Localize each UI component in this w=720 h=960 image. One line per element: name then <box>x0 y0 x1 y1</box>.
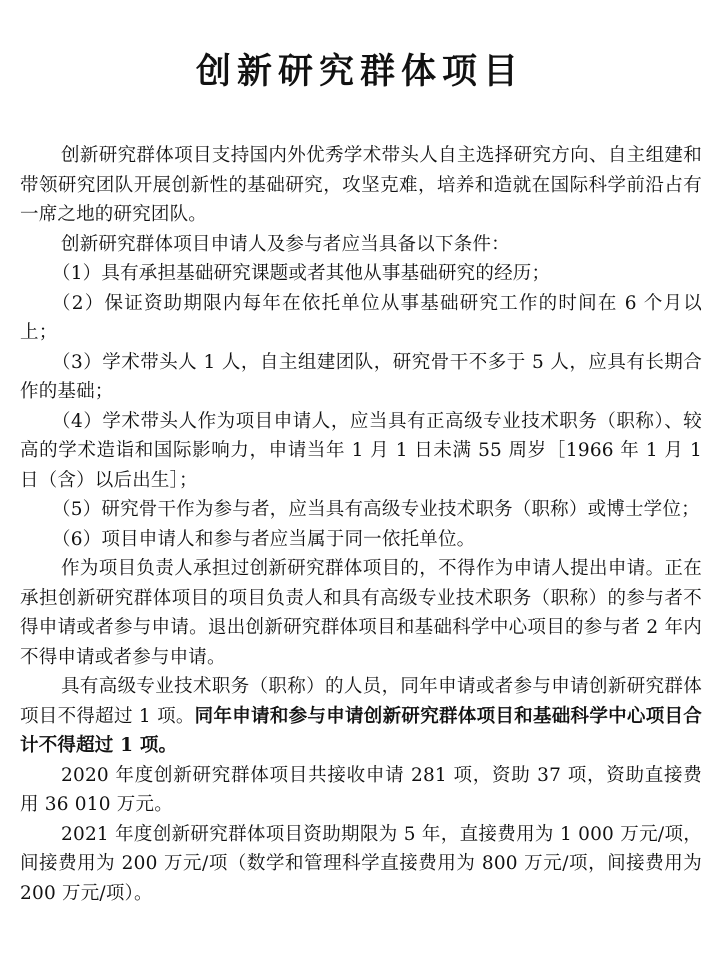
paragraph-limit-text: 具有高级专业技术职务（职称）的人员，同年申请或者参与申请创新研究群体项目不得超过 1 项。 <box>20 676 702 727</box>
condition-item-5: （5）研究骨干作为参与者，应当具有高级专业技术职务（职称）或博士学位； <box>52 499 700 520</box>
condition-item-1: （1）具有承担基础研究课题或者其他从事基础研究的经历； <box>52 263 551 284</box>
document-body <box>20 141 702 908</box>
condition-item-3: （3）学术带头人 1 人，自主组建团队，研究骨干不多于 5 人，应具有长期合作的基础； <box>20 351 702 402</box>
paragraph-conditions-lead: 创新研究群体项目申请人及参与者应当具备以下条件： <box>61 233 510 255</box>
condition-item-2: （2）保证资助期限内每年在依托单位从事基础研究工作的时间在 6 个月以上； <box>20 292 702 343</box>
paragraph-limit <box>20 672 702 761</box>
paragraph-2020-stats: 2020 年度创新研究群体项目共接收申请 281 项，资助 37 项，资助直接费用 36 010 万元。 <box>20 764 702 815</box>
condition-item-4: （4）学术带头人作为项目申请人，应当具有正高级专业技术职务（职称）、较高的学术造诣和国际影响力，申请当年 1 月 1 日未满 55 周岁［1966 年 1 月 1 日（含）以后出生］； <box>20 410 702 491</box>
condition-item-6: （6）项目申请人和参与者应当属于同一依托单位。 <box>52 528 476 550</box>
paragraph-restrictions: 作为项目负责人承担过创新研究群体项目的，不得作为申请人提出申请。正在承担创新研究群体项目的项目负责人和具有高级专业技术职务（职称）的参与者不得申请或者参与申请。退出创新研究群体项目和基础科学中心项目的参与者 2 年内不得申请或者参与申请。 <box>20 558 702 668</box>
page-title: 创新研究群体项目 <box>195 51 524 92</box>
paragraph-intro: 创新研究群体项目支持国内外优秀学术带头人自主选择研究方向、自主组建和带领研究团队开展创新性的基础研究，攻坚克难，培养和造就在国际科学前沿占有一席之地的研究团队。 <box>20 145 702 225</box>
paragraph-limit-bold: 同年申请和参与申请创新研究群体项目和基础科学中心项目合计不得超过 1 项。 <box>20 705 703 756</box>
paragraph-2021-funding: 2021 年度创新研究群体项目资助期限为 5 年，直接费用为 1 000 万元/项，间接费用为 200 万元/项（数学和管理科学直接费用为 800 万元/项，间接费用为 200 万元/项）。 <box>20 823 702 904</box>
